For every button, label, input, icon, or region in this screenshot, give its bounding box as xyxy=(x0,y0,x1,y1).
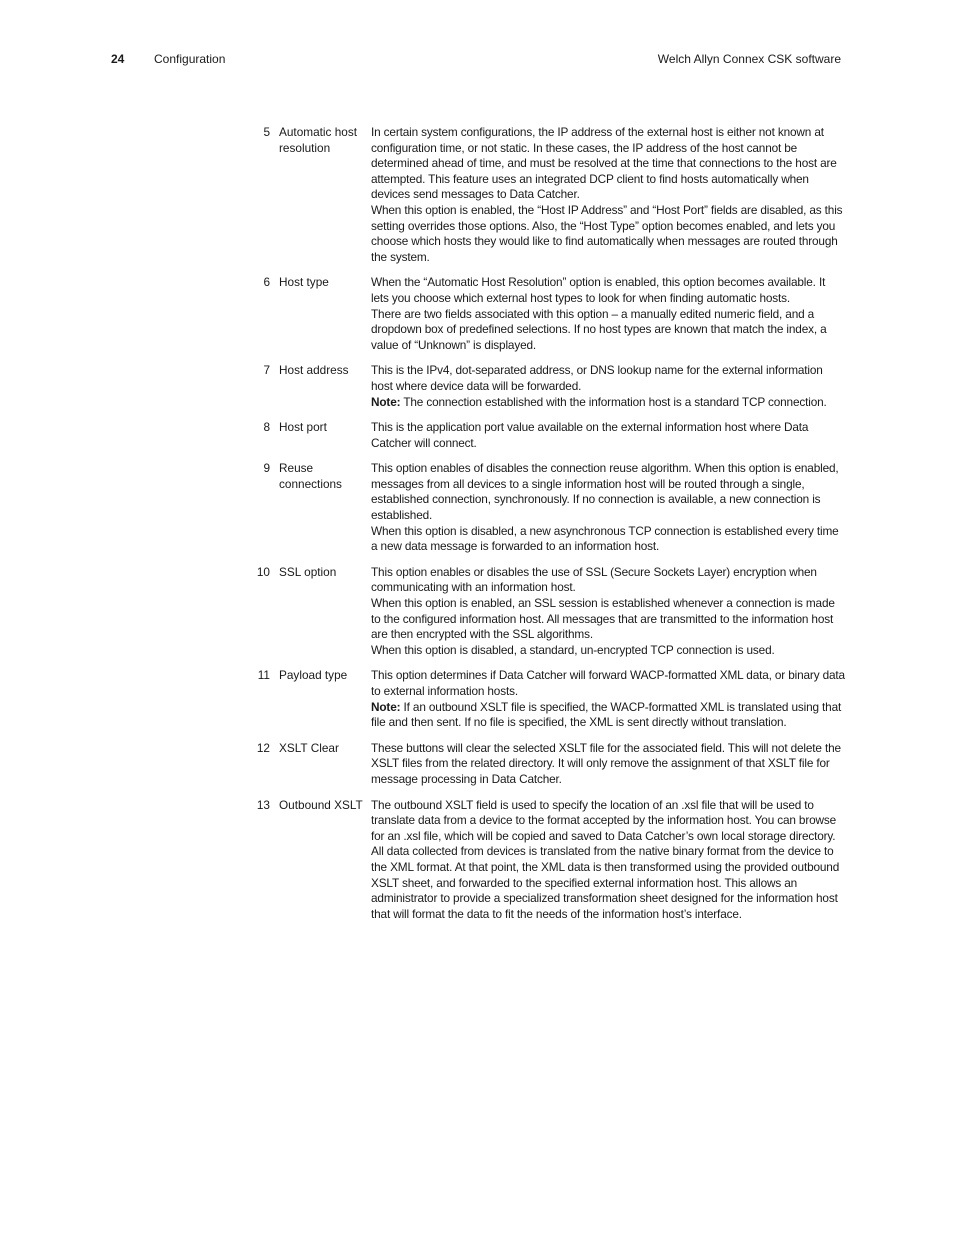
item-description xyxy=(363,565,845,659)
description-paragraph: When this option is disabled, a standard, un-encrypted TCP connection is used. xyxy=(371,642,775,657)
item-number: 5 xyxy=(263,125,270,139)
item-number: 12 xyxy=(256,740,270,755)
item-number: 13 xyxy=(256,797,270,812)
note-text: If an outbound XSLT file is specified, the WACP-formatted XML is translated using that file and then sent. If no file is specified, the XML is sent directly without translation. xyxy=(371,699,842,730)
item-name: Automatic host resolution xyxy=(279,125,358,155)
item-description xyxy=(363,668,845,730)
note-label: Note: xyxy=(371,394,401,409)
page-header xyxy=(0,52,954,72)
item-number: 8 xyxy=(263,420,270,435)
description-paragraph: When this option is enabled, the “Host IP Address” and “Host Port” fields are disabled, as this setting overrides those options. Also, the “Host Type” option becomes enabled, and lets you choose which hosts they would like to find automatically when messages are routed through the system. xyxy=(371,202,843,264)
item-number: 7 xyxy=(263,363,270,378)
page-number: 24 xyxy=(111,52,125,66)
document-title: Welch Allyn Connex CSK software xyxy=(657,52,841,66)
table-row xyxy=(250,125,845,265)
section-name: Configuration xyxy=(154,52,226,66)
item-number: 11 xyxy=(257,668,270,683)
description-paragraph: This option enables of disables the connection reuse algorithm. When this option is enabled, messages from all devices to a single information host will be routed through a single, established connection, synchronously. If no connection is available, a new connection is established. xyxy=(371,461,839,523)
description-paragraph: This is the IPv4, dot-separated address, or DNS lookup name for the external information host where device data will be forwarded. xyxy=(371,363,823,393)
description-paragraph: This is the application port value available on the external information host where Data Catcher will connect. xyxy=(371,420,809,450)
item-name: Host port xyxy=(279,420,327,435)
item-number: 10 xyxy=(256,564,270,579)
description-paragraph: In certain system configurations, the IP address of the external host is either not known at configuration time, or not static. In these cases, the IP address of the host cannot be determined ahead of time, and must be resolved at the time that connections to the host are attempted. This feature uses an integrated DCP client to find hosts automatically when devices send messages to Data Catcher. xyxy=(371,125,837,202)
description-paragraph: When the “Automatic Host Resolution” option is enabled, this option becomes available. It lets you choose which external host types to look for when finding automatic hosts. xyxy=(371,275,826,305)
item-description xyxy=(363,275,845,353)
table-row xyxy=(250,461,845,555)
item-description xyxy=(363,420,845,451)
item-description xyxy=(363,798,845,923)
description-paragraph: This option determines if Data Catcher will forward WACP-formatted XML data, or binary data to external information hosts. xyxy=(371,668,845,698)
table-row xyxy=(250,668,845,730)
note-label: Note: xyxy=(371,699,401,714)
item-name: Reuse connections xyxy=(279,461,342,491)
item-name: SSL option xyxy=(279,564,337,579)
table-row xyxy=(250,275,845,353)
item-name: Host address xyxy=(279,363,349,378)
table-row xyxy=(250,363,845,410)
item-description xyxy=(363,125,845,265)
note xyxy=(371,395,845,411)
settings-description-table xyxy=(250,125,845,932)
description-paragraph: The outbound XSLT field is used to specify the location of an .xsl file that will be used to translate data from a device to the format accepted by the information host. You can browse for an .xsl file, which will be copied and saved to Data Catcher’s own local storage directory. All data collected from devices is translated from the native binary format from the device to the XML format. At that point, the XML data is then transformed using the provided outbound XSLT sheet, and forwarded to the specified external information host. This allows an administrator to provide a specialized transformation sheet designed for the information host that will format the data to fit the needs of the information host’s interface. xyxy=(371,797,840,921)
description-paragraph: There are two fields associated with this option – a manually edited numeric field, and a dropdown box of predefined selections. If no host types are known that match the index, a value of “Unknown” is displayed. xyxy=(371,306,827,352)
item-name: XSLT Clear xyxy=(279,740,339,755)
table-row xyxy=(250,565,845,659)
item-description xyxy=(363,741,845,788)
table-row xyxy=(250,741,845,788)
item-number: 6 xyxy=(263,275,270,290)
note-text: The connection established with the information host is a standard TCP connection. xyxy=(400,394,827,409)
table-row xyxy=(250,420,845,451)
item-name: Host type xyxy=(279,275,329,290)
description-paragraph: When this option is enabled, an SSL session is established whenever a connection is made to the configured information host. All messages that are transmitted to the information host are then encrypted with the SSL algorithms. xyxy=(371,596,835,642)
note xyxy=(371,700,845,731)
item-name: Outbound XSLT xyxy=(279,797,363,812)
item-description xyxy=(363,461,845,555)
description-paragraph: This option enables or disables the use of SSL (Secure Sockets Layer) encryption when communicating with an information host. xyxy=(371,564,817,595)
item-number: 9 xyxy=(263,461,270,476)
description-paragraph: When this option is disabled, a new asynchronous TCP connection is established every time a new data message is forwarded to an information host. xyxy=(371,523,839,554)
item-description xyxy=(363,363,845,410)
description-paragraph: These buttons will clear the selected XSLT file for the associated field. This will not delete the XSLT files from the related directory. It will only remove the assignment of that XSLT file for message processing in Data Catcher. xyxy=(371,740,841,786)
table-row xyxy=(250,798,845,923)
item-name: Payload type xyxy=(279,668,348,683)
